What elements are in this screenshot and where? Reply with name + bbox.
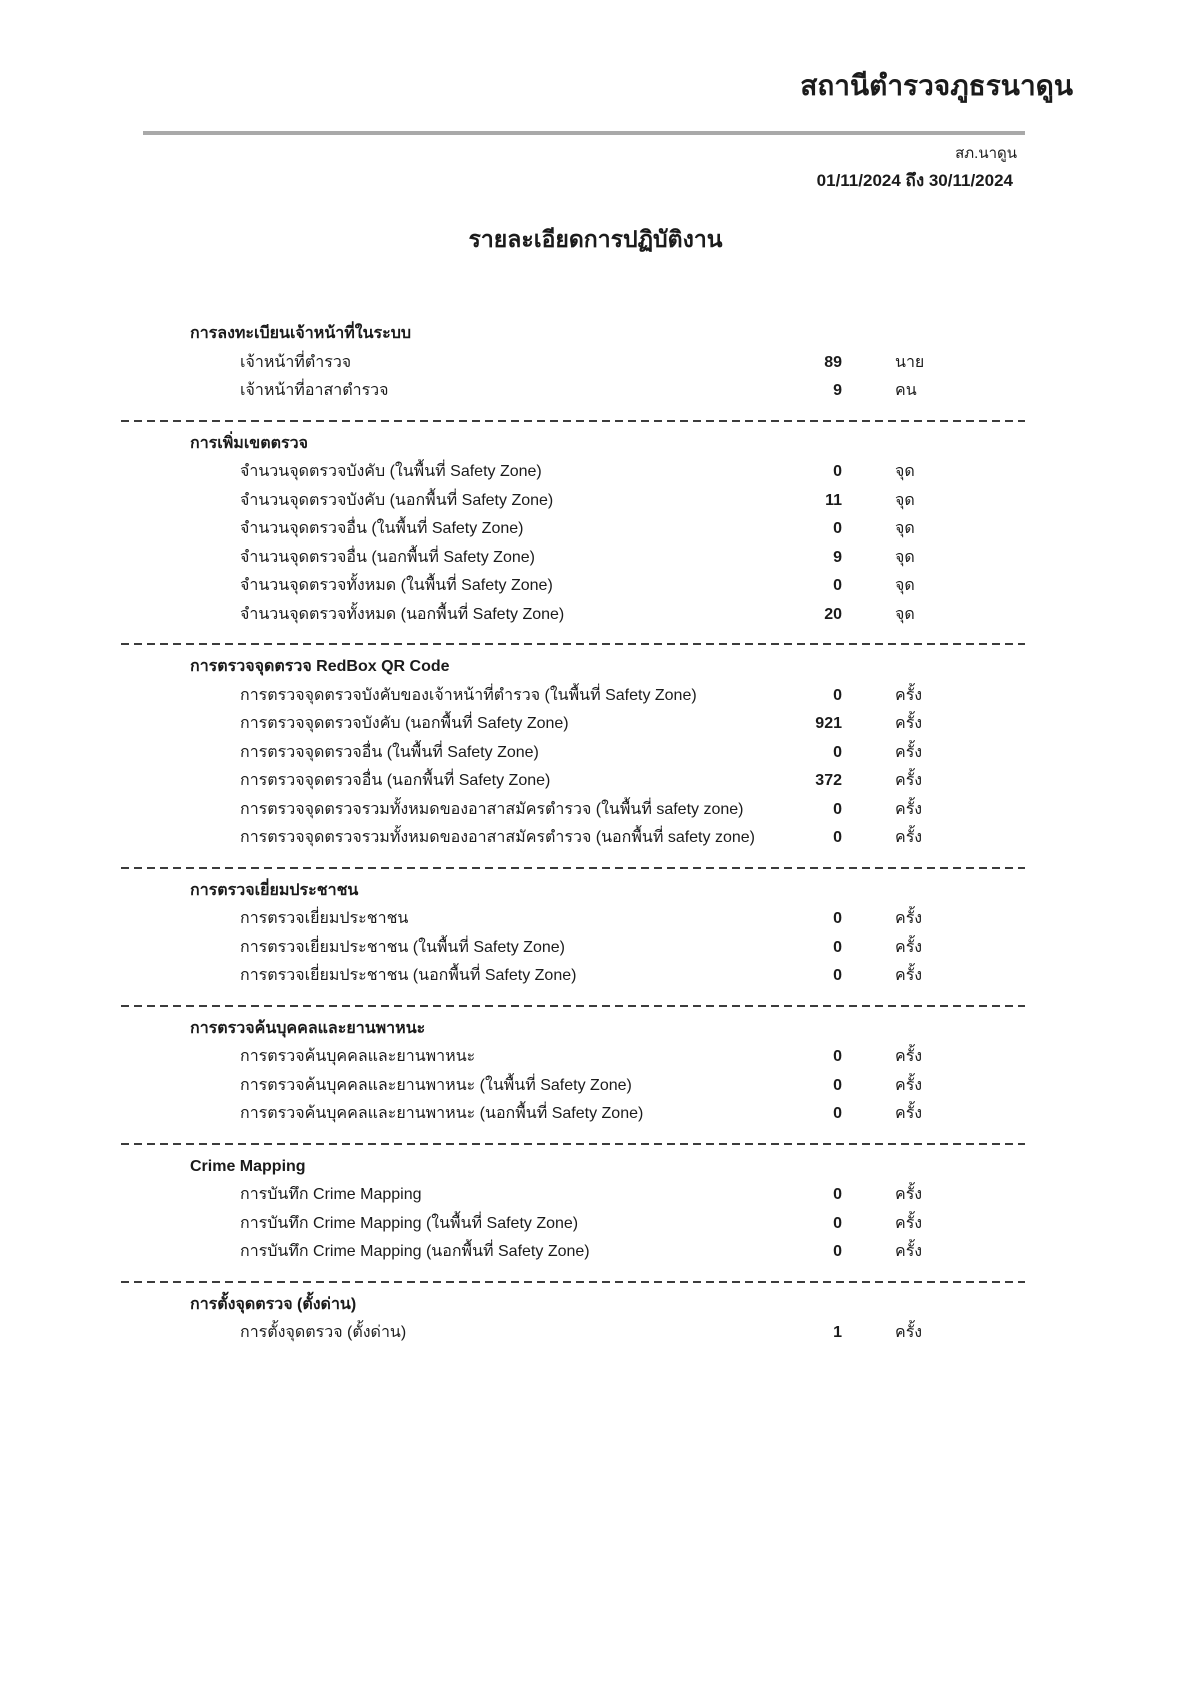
section-divider — [121, 1005, 1025, 1007]
row-label: จำนวนจุดตรวจทั้งหมด (ในพื้นที่ Safety Zone) — [240, 577, 553, 594]
row-label: การตรวจจุดตรวจบังคับ (นอกพื้นที่ Safety Zone) — [240, 715, 569, 732]
table-row — [0, 962, 1191, 991]
station-title: สถานีตำรวจภูธรนาดูน — [800, 70, 1073, 101]
row-value: 0 — [833, 1214, 842, 1232]
row-value: 20 — [824, 605, 842, 623]
row-unit: จุด — [895, 577, 915, 594]
header-divider-line — [143, 131, 1025, 135]
row-unit: จุด — [895, 605, 915, 623]
row-label: การตรวจจุดตรวจอื่น (นอกพื้นที่ Safety Zone) — [240, 772, 551, 789]
report-section — [0, 653, 1191, 853]
row-value: 0 — [833, 910, 842, 927]
row-value: 0 — [833, 967, 842, 984]
section-title: Crime Mapping — [190, 1157, 306, 1175]
section-title: การลงทะเบียนเจ้าหน้าที่ในระบบ — [190, 325, 412, 342]
report-section — [0, 877, 1191, 991]
report-title: รายละเอียดการปฏิบัติงาน — [468, 226, 723, 252]
table-row — [0, 377, 1191, 406]
report-section — [0, 1291, 1191, 1348]
row-label: การตรวจค้นบุคคลและยานพาหนะ (ในพื้นที่ Safety Zone) — [240, 1076, 632, 1094]
table-row — [0, 739, 1191, 768]
section-divider — [121, 643, 1025, 645]
row-label: จำนวนจุดตรวจบังคับ (ในพื้นที่ Safety Zone) — [240, 463, 542, 480]
row-label: เจ้าหน้าที่อาสาตำรวจ — [240, 382, 389, 399]
table-row — [0, 349, 1191, 378]
row-label: การบันทึก Crime Mapping (ในพื้นที่ Safety Zone) — [240, 1214, 579, 1232]
row-label: การตรวจค้นบุคคลและยานพาหนะ — [240, 1048, 476, 1065]
row-value: 0 — [833, 1186, 842, 1203]
table-row — [0, 1181, 1191, 1210]
row-value: 0 — [833, 829, 842, 846]
table-row — [0, 1100, 1191, 1129]
table-row — [0, 824, 1191, 853]
section-divider — [121, 867, 1025, 869]
row-label: จำนวนจุดตรวจอื่น (ในพื้นที่ Safety Zone) — [240, 520, 524, 537]
row-unit: คน — [895, 382, 917, 399]
row-unit: ครั้ง — [895, 1324, 923, 1341]
table-row — [0, 796, 1191, 825]
table-row — [0, 515, 1191, 544]
table-row — [0, 1043, 1191, 1072]
row-unit: ครั้ง — [895, 967, 923, 984]
table-row — [0, 572, 1191, 601]
row-unit: ครั้ง — [895, 715, 923, 732]
table-row — [0, 601, 1191, 630]
row-unit: ครั้ง — [895, 800, 923, 818]
row-unit: จุด — [895, 463, 915, 480]
row-value: 1 — [833, 1324, 842, 1341]
row-label: การตั้งจุดตรวจ (ตั้งด่าน) — [240, 1324, 407, 1341]
row-label: การตรวจเยี่ยมประชาชน (ในพื้นที่ Safety Zone) — [240, 938, 565, 956]
table-row — [0, 1210, 1191, 1239]
row-unit: ครั้ง — [895, 1105, 923, 1122]
row-unit: ครั้ง — [895, 743, 923, 761]
section-divider — [121, 1143, 1025, 1145]
section-divider — [121, 420, 1025, 422]
row-value: 0 — [833, 1243, 842, 1260]
row-unit: ครั้ง — [895, 772, 923, 789]
row-value: 0 — [833, 743, 842, 761]
row-unit: ครั้ง — [895, 1186, 923, 1203]
row-unit: จุด — [895, 491, 915, 509]
row-label: การตรวจจุดตรวจรวมทั้งหมดของอาสาสมัครตำรวจ (ในพื้นที่ safety zone) — [240, 800, 744, 818]
row-label: จำนวนจุดตรวจทั้งหมด (นอกพื้นที่ Safety Zone) — [240, 605, 565, 623]
row-label: จำนวนจุดตรวจอื่น (นอกพื้นที่ Safety Zone) — [240, 548, 535, 566]
table-row — [0, 1238, 1191, 1267]
row-value: 89 — [824, 353, 842, 371]
row-label: จำนวนจุดตรวจบังคับ (นอกพื้นที่ Safety Zone) — [240, 491, 554, 509]
table-row — [0, 710, 1191, 739]
row-unit: ครั้ง — [895, 1243, 923, 1260]
report-body — [0, 320, 1191, 1348]
row-value: 0 — [833, 463, 842, 480]
row-value: 0 — [833, 800, 842, 818]
table-row — [0, 544, 1191, 573]
table-row — [0, 767, 1191, 796]
row-unit: ครั้ง — [895, 938, 923, 956]
row-unit: จุด — [895, 548, 915, 566]
row-unit: นาย — [895, 353, 925, 371]
row-label: การตรวจจุดตรวจรวมทั้งหมดของอาสาสมัครตำรวจ (นอกพื้นที่ safety zone) — [240, 829, 755, 846]
row-label: เจ้าหน้าที่ตำรวจ — [240, 353, 352, 371]
table-row — [0, 682, 1191, 711]
section-title: การตรวจจุดตรวจ RedBox QR Code — [190, 658, 450, 675]
row-label: การตรวจค้นบุคคลและยานพาหนะ (นอกพื้นที่ Safety Zone) — [240, 1105, 644, 1122]
row-label: การตรวจเยี่ยมประชาชน (นอกพื้นที่ Safety Zone) — [240, 967, 577, 984]
row-label: การบันทึก Crime Mapping (นอกพื้นที่ Safety Zone) — [240, 1243, 590, 1260]
row-value: 0 — [833, 938, 842, 956]
table-row — [0, 1072, 1191, 1101]
section-title: การตรวจค้นบุคคลและยานพาหนะ — [190, 1019, 426, 1037]
report-section — [0, 1015, 1191, 1129]
row-value: 0 — [833, 1048, 842, 1065]
row-unit: ครั้ง — [895, 1048, 923, 1065]
row-value: 0 — [833, 1105, 842, 1122]
row-value: 0 — [833, 577, 842, 594]
section-title: การตั้งจุดตรวจ (ตั้งด่าน) — [190, 1295, 357, 1313]
date-range: 01/11/2024 ถึง 30/11/2024 — [816, 171, 1013, 190]
table-row — [0, 1319, 1191, 1348]
row-unit: ครั้ง — [895, 1214, 923, 1232]
section-title: การเพิ่มเขตตรวจ — [190, 434, 308, 452]
row-label: การบันทึก Crime Mapping — [240, 1186, 422, 1203]
row-unit: ครั้ง — [895, 686, 923, 704]
row-label: การตรวจจุดตรวจบังคับของเจ้าหน้าที่ตำรวจ (ในพื้นที่ Safety Zone) — [240, 686, 697, 704]
section-title: การตรวจเยี่ยมประชาชน — [190, 881, 359, 899]
row-value: 11 — [825, 491, 842, 509]
section-divider — [121, 1281, 1025, 1283]
row-label: การตรวจเยี่ยมประชาชน — [240, 910, 409, 927]
row-unit: จุด — [895, 520, 915, 537]
table-row — [0, 934, 1191, 963]
report-section — [0, 430, 1191, 630]
row-value: 9 — [833, 548, 842, 566]
table-row — [0, 487, 1191, 516]
row-value: 921 — [815, 715, 842, 732]
station-abbr: สภ.นาดูน — [955, 145, 1017, 162]
report-section — [0, 1153, 1191, 1267]
row-unit: ครั้ง — [895, 829, 923, 846]
row-value: 0 — [833, 1076, 842, 1094]
row-label: การตรวจจุดตรวจอื่น (ในพื้นที่ Safety Zone) — [240, 743, 539, 761]
table-row — [0, 458, 1191, 487]
row-unit: ครั้ง — [895, 910, 923, 927]
row-value: 0 — [833, 686, 842, 704]
row-value: 372 — [815, 772, 842, 789]
row-unit: ครั้ง — [895, 1076, 923, 1094]
row-value: 9 — [833, 382, 842, 399]
report-section — [0, 320, 1191, 406]
table-row — [0, 905, 1191, 934]
row-value: 0 — [833, 520, 842, 537]
